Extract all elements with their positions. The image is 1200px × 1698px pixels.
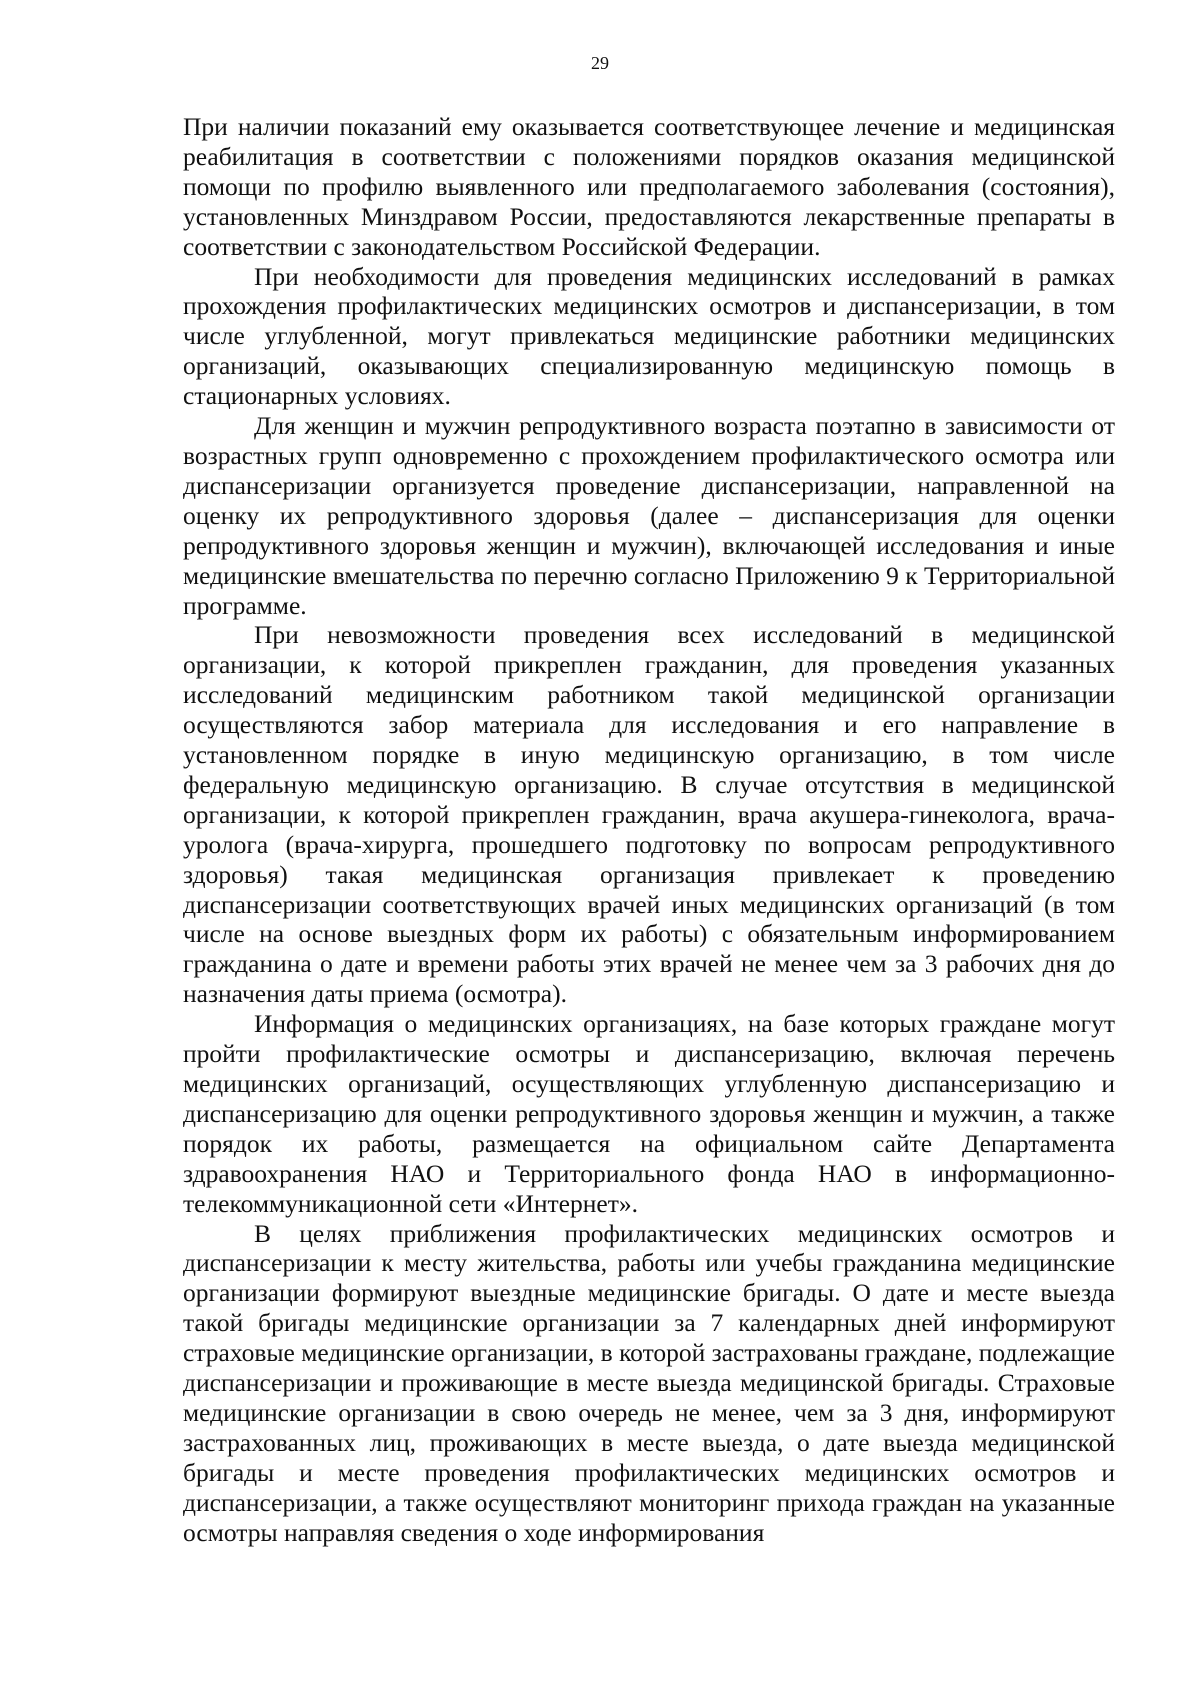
paragraph-research-impossibility: При невозможности проведения всех исследований в медицинской организации, к которой прикреплен гражданин, для проведения указанных исследований медицинским работником такой медицинской организации осуществляются забор материала для исследования и его направление в установленном порядке в иную медицинскую организацию, в том числе федеральную медицинскую организацию. В случае отсутствия в медицинской организации, к которой прикреплен гражданин, врача акушера-гинеколога, врача-уролога (врача-хирурга, прошедшего подготовку по вопросам репродуктивного здоровья) такая медицинская организация привлекает к проведению диспансеризации соответствующих врачей иных медицинских организаций (в том числе на основе выездных форм их работы) с обязательным информированием гражданина о дате и времени работы этих врачей не менее чем за 3 рабочих дня до назначения даты приема (осмотра). <box>183 620 1115 1009</box>
paragraph-reproductive-health-screening: Для женщин и мужчин репродуктивного возраста поэтапно в зависимости от возрастных групп одновременно с прохождением профилактического осмотра или диспансеризации организуется проведение диспансеризации, направленной на оценку их репродуктивного здоровья (далее – диспансеризация для оценки репродуктивного здоровья женщин и мужчин), включающей исследования и иные медицинские вмешательства по перечню согласно Приложению 9 к Территориальной программе. <box>183 411 1116 620</box>
paragraph-organizations-information: Информация о медицинских организациях, на базе которых граждане могут пройти профилактические осмотры и диспансеризацию, включая перечень медицинских организаций, осуществляющих углубленную диспансеризацию и диспансеризацию для оценки репродуктивного здоровья женщин и мужчин, а также порядок их работы, размещается на официальном сайте Департамента здравоохранения НАО и Территориального фонда НАО в информационно-телекоммуникационной сети «Интернет». <box>183 1009 1115 1218</box>
paragraph-medical-workers-involvement: При необходимости для проведения медицинских исследований в рамках прохождения профилактических медицинских осмотров и диспансеризации, в том числе углубленной, могут привлекаться медицинские работники медицинских организаций, оказывающих специализированную медицинскую помощь в стационарных условиях. <box>183 261 1115 411</box>
page-number: 29 <box>591 53 609 73</box>
paragraph-treatment-rehabilitation: При наличии показаний ему оказывается соответствующее лечение и медицинская реабилитация в соответствии с положениями порядков оказания медицинской помощи по профилю выявленного или предполагаемого заболевания (состояния), установленных Минздравом России, предоставляются лекарственные препараты в соответствии с законодательством Российской Федерации. <box>183 112 1115 261</box>
paragraph-mobile-medical-teams: В целях приближения профилактических медицинских осмотров и диспансеризации к месту жительства, работы или учебы гражданина медицинские организации формируют выездные медицинские бригады. О дате и месте выезда такой бригады медицинские организации за 7 календарных дней информируют страховые медицинские организации, в которой застрахованы граждане, подлежащие диспансеризации и проживающие в месте выезда медицинской бригады. Страховые медицинские организации в свою очередь не менее, чем за 3 дня, информируют застрахованных лиц, проживающих в месте выезда, о дате выезда медицинской бригады и месте проведения профилактических медицинских осмотров и диспансеризации, а также осуществляют мониторинг прихода граждан на указанные осмотры направляя сведения о ходе информирования <box>183 1218 1115 1547</box>
document-body <box>183 112 1115 1548</box>
